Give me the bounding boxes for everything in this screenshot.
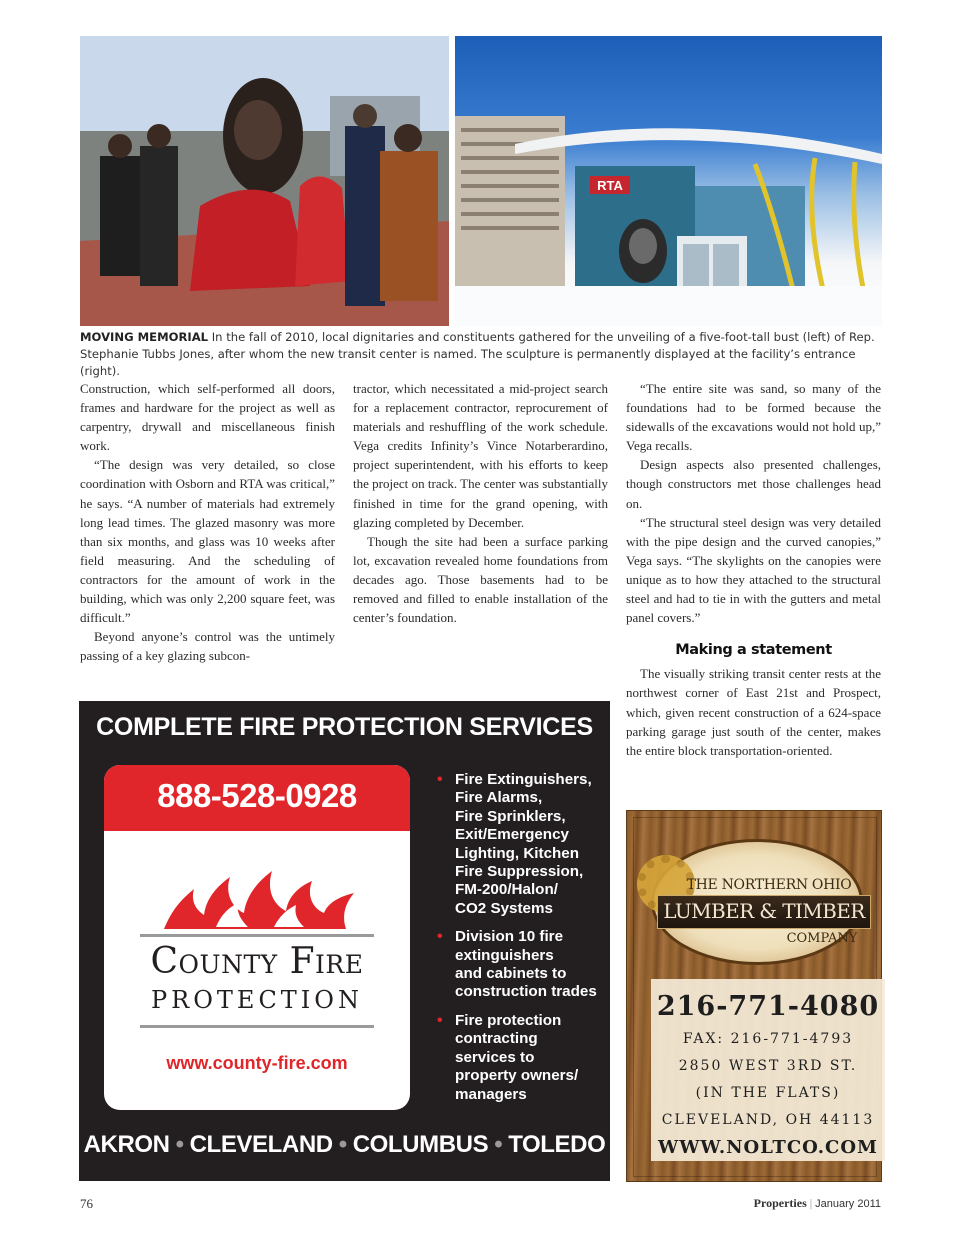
list-item — [437, 771, 597, 918]
service-text: Division 10 fire extinguishers and cabinets to construction trades — [455, 928, 597, 1001]
paragraph: tractor, which necessitated a mid-project search for a replacement contractor, reprocurement of materials and reshuffling of the work schedule. Vega credits Infinity’s Vince Notarberardino, project superintendent, with his efforts to keep the project on track. The center was substantially finished in time for the grand opening, with glazing completed by December. — [353, 381, 608, 530]
paragraph: “The entire site was sand, so many of the foundations had to be formed because the sidewalls of the excavations would not hold up,” Vega recalls. — [626, 381, 881, 454]
fire-brand-subtitle: PROTECTION — [151, 986, 363, 1014]
bullet-icon: • — [437, 1011, 443, 1029]
lumber-timber-ad — [626, 810, 882, 1182]
separator-dot: • — [494, 1131, 503, 1158]
fire-ad-url[interactable]: www.county-fire.com — [166, 1053, 348, 1073]
lumber-name-main: LUMBER & TIMBER — [663, 899, 865, 923]
paragraph: Though the site had been a surface parking lot, excavation revealed home foundations from decades ago. Those basements had to be removed and filled to enable installation of the center’s foundation. — [353, 533, 608, 626]
city: COLUMBUS — [352, 1131, 489, 1158]
transit-center-photo — [455, 36, 882, 326]
photo-caption — [80, 329, 885, 380]
lumber-address-line: 2850 WEST 3RD ST. — [678, 1058, 858, 1074]
service-text: Fire protection contracting services to property owners/ managers — [455, 1011, 579, 1103]
caption-text: In the fall of 2010, local dignitaries and constituents gathered for the unveiling of a five-foot-tall bust (left) of Rep. Stephanie Tubbs Jones, after whom the new transit center is named. The sculpture is permanently displayed at the facility’s entrance (right). — [80, 330, 875, 378]
fire-ad-title: COMPLETE FIRE PROTECTION SERVICES — [96, 713, 593, 741]
lumber-contact-panel — [651, 979, 885, 1161]
list-item — [437, 1012, 597, 1104]
fire-ad-card — [104, 765, 410, 1110]
publication-name: Properties — [753, 1196, 807, 1210]
city: TOLEDO — [508, 1131, 606, 1158]
unveiling-photo-art — [80, 36, 449, 326]
article-column-2 — [353, 379, 608, 627]
fire-ad-cities — [79, 1131, 610, 1159]
paragraph: Design aspects also presented challenges, though constructors met those challenges head on. — [626, 457, 881, 511]
list-item — [437, 928, 597, 1002]
paragraph: Beyond anyone’s control was the untimely passing of a key glazing subcon- — [80, 629, 335, 664]
footer-separator: | — [809, 1196, 813, 1210]
bullet-icon: • — [437, 771, 443, 788]
phone-bar — [104, 765, 410, 831]
divider-line — [140, 1025, 374, 1028]
article-column-3 — [626, 379, 881, 760]
unveiling-photo — [80, 36, 449, 326]
lumber-name-top: THE NORTHERN OHIO — [686, 877, 852, 893]
county-fire-ad — [79, 701, 610, 1181]
bullet-icon: • — [437, 928, 443, 946]
page-number: 76 — [80, 1196, 93, 1211]
paragraph: “The design was very detailed, so close coordination with Osborn and RTA was critical,” he says. “A number of materials had extremely long lead times. The glazed masonry was more than six months, and glass was 10 weeks after field measuring. And the scheduling of contractors for the amount of work in the building, which was only 2,200 square feet, was difficult.” — [80, 457, 335, 626]
caption-lead: MOVING MEMORIAL — [80, 330, 209, 344]
city: AKRON — [83, 1131, 170, 1158]
paragraph: The visually striking transit center rests at the northwest corner of East 21st and Prospect, which, given recent construction of a 624-space parking garage just south of the center, makes the entire block transportation-oriented. — [626, 666, 881, 758]
city: CLEVELAND — [189, 1131, 333, 1158]
divider-line — [140, 934, 374, 937]
transit-sign: RTA — [597, 178, 623, 193]
flames-icon — [164, 869, 354, 929]
paragraph: “The structural steel design was very detailed with the pipe design and the curved canopies,” Vega says. “The skylights on the canopies were unique as to how they attached to the structural steel and had to tie in with the gutters and metal panel covers.” — [626, 514, 881, 626]
transit-center-photo-art — [455, 36, 882, 326]
paragraph: Construction, which self-performed all doors, frames and hardware for the project as well as carpentry, drywall and miscellaneous finish work. — [80, 381, 335, 454]
fire-ad-phone: 888-528-0928 — [157, 777, 357, 814]
publication-footer — [754, 1196, 881, 1211]
issue-date: January 2011 — [815, 1198, 881, 1210]
lumber-website[interactable]: WWW.NOLTCO.COM — [658, 1137, 878, 1158]
section-subhead: Making a statement — [675, 642, 832, 659]
lumber-address-line: CLEVELAND, OH 44113 — [661, 1112, 875, 1128]
lumber-fax: FAX: 216-771-4793 — [682, 1031, 854, 1047]
fire-services-list — [437, 771, 597, 1114]
service-text: Fire Extinguishers, Fire Alarms, Fire Sprinklers, Exit/Emergency Lighting, Kitchen Fire Suppression, FM-200/Halon/ CO2 Systems — [455, 771, 592, 917]
lumber-phone: 216-771-4080 — [656, 991, 880, 1022]
lumber-name-bottom: COMPANY — [786, 931, 858, 946]
separator-dot: • — [175, 1131, 184, 1158]
lumber-address-line: (IN THE FLATS) — [695, 1085, 841, 1101]
article-column-1 — [80, 379, 335, 665]
separator-dot: • — [338, 1131, 347, 1158]
fire-brand-name: County Fire — [150, 941, 364, 982]
